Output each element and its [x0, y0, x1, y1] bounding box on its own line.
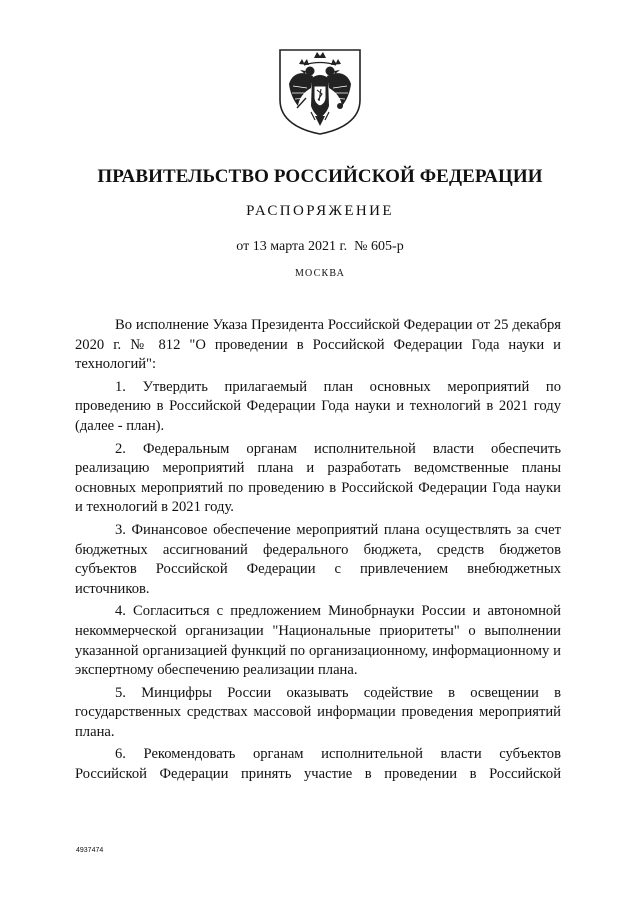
item-3-paragraph: 3. Финансовое обеспечение мероприятий плана осуществлять за счет бюджетных ассигнований федерального бюджета, средств бюджетов субъектов Российской Федерации с привлечением внебюджетных источников.: [75, 521, 561, 597]
item-5-paragraph: 5. Минцифры России оказывать содействие в освещении в государственных средствах массовой информации проведения мероприятий плана.: [75, 684, 561, 740]
item-2-paragraph: 2. Федеральным органам исполнительной власти обеспечить реализацию мероприятий плана и разработать ведомственные планы основных мероприятий по проведению в Российской Федерации Года науки и технологий в 2021 году.: [75, 440, 561, 516]
document-type: РАСПОРЯЖЕНИЕ: [246, 203, 394, 219]
item-4-paragraph: 4. Согласиться с предложением Минобрнауки России и автономной некоммерческой организации "Национальные приоритеты" о выполнении указанной организацией функций по организационному, информационному и экспертному обеспечению реализации плана.: [75, 603, 561, 679]
preamble-paragraph: Во исполнение Указа Президента Российской Федерации от 25 декабря 2020 г. № 812 "О проведении в Российской Федерации Года науки и технологий":: [75, 317, 561, 373]
document-city: МОСКВА: [294, 268, 346, 279]
item-1-paragraph: 1. Утвердить прилагаемый план основных мероприятий по проведению в Российской Федерации Года науки и технологий в 2021 году (далее - план).: [75, 378, 561, 434]
russian-coat-of-arms-icon: [277, 48, 363, 136]
item-6-paragraph: 6. Рекомендовать органам исполнительной власти субъектов Российской Федерации принять участие в проведении в Российской: [75, 746, 561, 783]
document-registration-number: 4937474: [76, 847, 104, 854]
document-body: [75, 316, 561, 788]
government-title: ПРАВИТЕЛЬСТВО РОССИЙСКОЙ ФЕДЕРАЦИИ: [97, 166, 543, 187]
document-date-number: от 13 марта 2021 г. № 605-р: [236, 239, 404, 254]
